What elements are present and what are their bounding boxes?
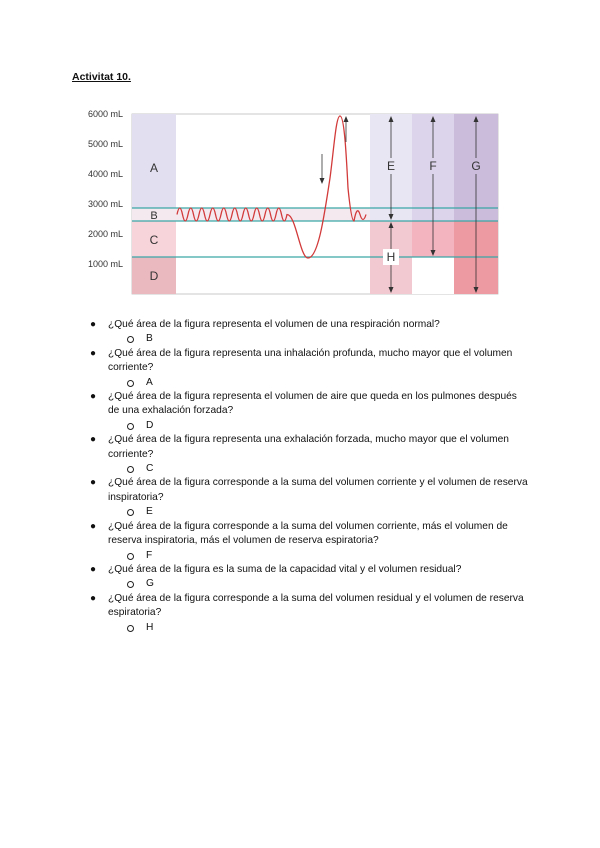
question-item	[90, 318, 530, 332]
circle-bullet-icon	[127, 509, 134, 516]
bullet-icon: ●	[90, 563, 97, 575]
y-label-5000: 5000 mL	[88, 139, 124, 149]
question-list	[90, 318, 530, 635]
y-label-4000: 4000 mL	[88, 169, 124, 179]
answer-item	[90, 332, 530, 346]
circle-bullet-icon	[127, 466, 134, 473]
question-item	[90, 592, 530, 621]
label-f: F	[429, 159, 437, 173]
circle-bullet-icon	[127, 336, 134, 343]
question-text: ¿Qué área de la figura corresponde a la suma del volumen corriente y el volumen de reserva inspiratoria?	[108, 477, 528, 503]
circle-bullet-icon	[127, 553, 134, 560]
y-label-2000: 2000 mL	[88, 229, 124, 239]
question-item	[90, 563, 530, 577]
bullet-icon: ●	[90, 347, 97, 359]
answer-text: G	[146, 578, 154, 590]
answer-text: D	[146, 419, 154, 431]
answer-item	[90, 621, 530, 635]
question-text: ¿Qué área de la figura representa el volumen de aire que queda en los pulmones después de una exhalación forzada?	[108, 391, 517, 417]
answer-item	[90, 376, 530, 390]
answer-text: E	[146, 506, 153, 518]
question-text: ¿Qué área de la figura representa una inhalación profunda, mucho mayor que el volumen corriente?	[108, 347, 513, 374]
circle-bullet-icon	[127, 625, 134, 632]
answer-text: A	[146, 376, 153, 388]
page-title: Activitat 10.	[72, 71, 131, 83]
question-text: ¿Qué área de la figura es la suma de la capacidad vital y el volumen residual?	[108, 563, 462, 575]
question-text: ¿Qué área de la figura representa una exhalación forzada, mucho mayor que el volumen corriente?	[108, 434, 509, 460]
answer-item	[90, 505, 530, 519]
answer-text: F	[146, 549, 153, 561]
y-label-1000: 1000 mL	[88, 259, 124, 269]
label-g: G	[471, 159, 481, 173]
question-text: ¿Qué área de la figura representa el volumen de una respiración normal?	[108, 319, 440, 330]
label-e: E	[386, 159, 396, 173]
label-a: A	[149, 161, 159, 175]
question-item	[90, 433, 530, 462]
label-c: C	[149, 233, 159, 247]
question-item	[90, 347, 530, 376]
lung-volumes-figure	[84, 108, 504, 298]
answer-item	[90, 577, 530, 591]
question-text: ¿Qué área de la figura corresponde a la suma del volumen corriente, más el volumen de reserva inspiratoria, más el volumen de reserva espiratoria?	[108, 520, 508, 547]
answer-text: B	[146, 333, 153, 345]
question-item	[90, 476, 530, 505]
question-item	[90, 390, 530, 419]
question-item	[90, 520, 530, 549]
label-d: D	[149, 269, 159, 283]
bullet-icon: ●	[90, 434, 97, 446]
y-label-3000: 3000 mL	[88, 199, 124, 209]
y-label-6000: 6000 mL	[88, 109, 124, 119]
label-h: H	[386, 250, 396, 264]
bullet-icon: ●	[90, 477, 97, 489]
circle-bullet-icon	[127, 423, 134, 430]
label-b: B	[150, 210, 158, 222]
bullet-icon: ●	[90, 592, 97, 604]
answer-text: H	[146, 621, 154, 633]
bullet-icon: ●	[90, 391, 97, 403]
region-f-residual	[412, 257, 454, 294]
answer-item	[90, 419, 530, 433]
bullet-icon: ●	[90, 520, 97, 532]
bullet-icon: ●	[90, 319, 97, 330]
circle-bullet-icon	[127, 581, 134, 588]
question-text: ¿Qué área de la figura corresponde a la suma del volumen residual y el volumen de reserva espiratoria?	[108, 592, 524, 619]
answer-item	[90, 462, 530, 476]
answer-item	[90, 549, 530, 563]
circle-bullet-icon	[127, 380, 134, 387]
answer-text: C	[146, 463, 154, 475]
